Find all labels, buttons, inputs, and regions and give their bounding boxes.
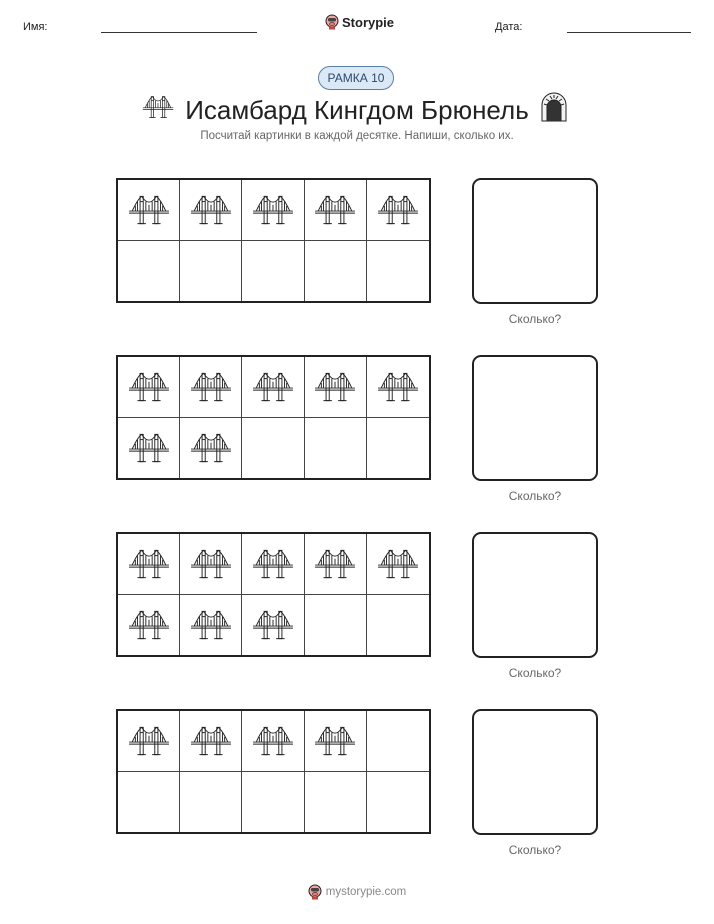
frame-cell — [180, 418, 242, 479]
frame-cell — [118, 241, 180, 302]
frame-cell — [242, 180, 304, 241]
bridge-icon — [190, 371, 232, 403]
page-title: Исамбард Кингдом Брюнель — [185, 95, 529, 125]
frame-cell — [180, 595, 242, 656]
frame-cell — [305, 772, 367, 833]
date-label: Дата: — [495, 21, 523, 33]
ten-frame — [116, 178, 431, 303]
frame-cell — [367, 418, 429, 479]
frame-cell — [118, 534, 180, 595]
pig-mascot-icon — [325, 14, 339, 30]
bridge-icon — [377, 371, 419, 403]
bridge-icon — [190, 432, 232, 464]
bridge-icon — [314, 548, 356, 580]
frame-cell — [180, 772, 242, 833]
tunnel-icon — [540, 92, 568, 122]
bridge-icon — [128, 609, 170, 641]
bridge-icon — [314, 371, 356, 403]
answer-box[interactable] — [472, 355, 598, 481]
footer-url: mystorypie.com — [325, 886, 407, 898]
pig-mascot-icon — [308, 884, 322, 900]
name-line[interactable] — [101, 32, 257, 33]
bridge-icon — [252, 725, 294, 757]
bridge-icon — [252, 371, 294, 403]
frame-cell — [367, 711, 429, 772]
frame-cell — [118, 772, 180, 833]
frame-cell — [180, 180, 242, 241]
how-many-label: Сколько? — [508, 666, 562, 680]
bridge-icon — [128, 725, 170, 757]
bridge-icon — [377, 194, 419, 226]
frame-cell — [305, 357, 367, 418]
answer-box[interactable] — [472, 532, 598, 658]
ten-frame — [116, 355, 431, 480]
frame-cell — [305, 595, 367, 656]
frame-cell — [118, 711, 180, 772]
frame-cell — [242, 241, 304, 302]
frame-cell — [118, 357, 180, 418]
bridge-icon — [128, 432, 170, 464]
how-many-label: Сколько? — [508, 312, 562, 326]
name-label: Имя: — [23, 21, 48, 33]
frame-cell — [305, 534, 367, 595]
frame-cell — [367, 180, 429, 241]
frame-cell — [367, 595, 429, 656]
answer-box[interactable] — [472, 178, 598, 304]
ten-frame — [116, 532, 431, 657]
frame-cell — [367, 241, 429, 302]
frame-cell — [242, 772, 304, 833]
bridge-icon — [190, 194, 232, 226]
frame-cell — [118, 180, 180, 241]
bridge-icon — [128, 371, 170, 403]
bridge-icon — [252, 548, 294, 580]
frame-cell — [242, 711, 304, 772]
frame-cell — [242, 595, 304, 656]
bridge-icon — [190, 548, 232, 580]
frame-cell — [305, 711, 367, 772]
frame-badge: РАМКА 10 — [318, 66, 394, 90]
bridge-icon — [128, 194, 170, 226]
frame-cell — [118, 418, 180, 479]
instructions: Посчитай картинки в каждой десятке. Напиши, сколько их. — [200, 130, 514, 142]
frame-cell — [242, 534, 304, 595]
brand-name: Storypie — [342, 14, 395, 30]
frame-cell — [305, 418, 367, 479]
frame-cell — [242, 357, 304, 418]
date-line[interactable] — [567, 32, 691, 33]
how-many-label: Сколько? — [508, 843, 562, 857]
bridge-icon — [190, 725, 232, 757]
brand-logo — [325, 14, 394, 30]
bridge-icon — [377, 548, 419, 580]
bridge-icon — [314, 725, 356, 757]
frame-cell — [180, 357, 242, 418]
footer — [0, 884, 714, 900]
bridge-icon — [190, 609, 232, 641]
how-many-label: Сколько? — [508, 489, 562, 503]
frame-cell — [367, 357, 429, 418]
bridge-icon — [252, 609, 294, 641]
frame-cell — [367, 772, 429, 833]
frame-cell — [180, 711, 242, 772]
bridge-icon — [252, 194, 294, 226]
ten-frame — [116, 709, 431, 834]
frame-cell — [367, 534, 429, 595]
frame-cell — [118, 595, 180, 656]
frame-cell — [180, 534, 242, 595]
frame-cell — [180, 241, 242, 302]
frame-cell — [242, 418, 304, 479]
frame-cell — [305, 180, 367, 241]
bridge-icon — [128, 548, 170, 580]
answer-box[interactable] — [472, 709, 598, 835]
bridge-icon — [314, 194, 356, 226]
frame-cell — [305, 241, 367, 302]
